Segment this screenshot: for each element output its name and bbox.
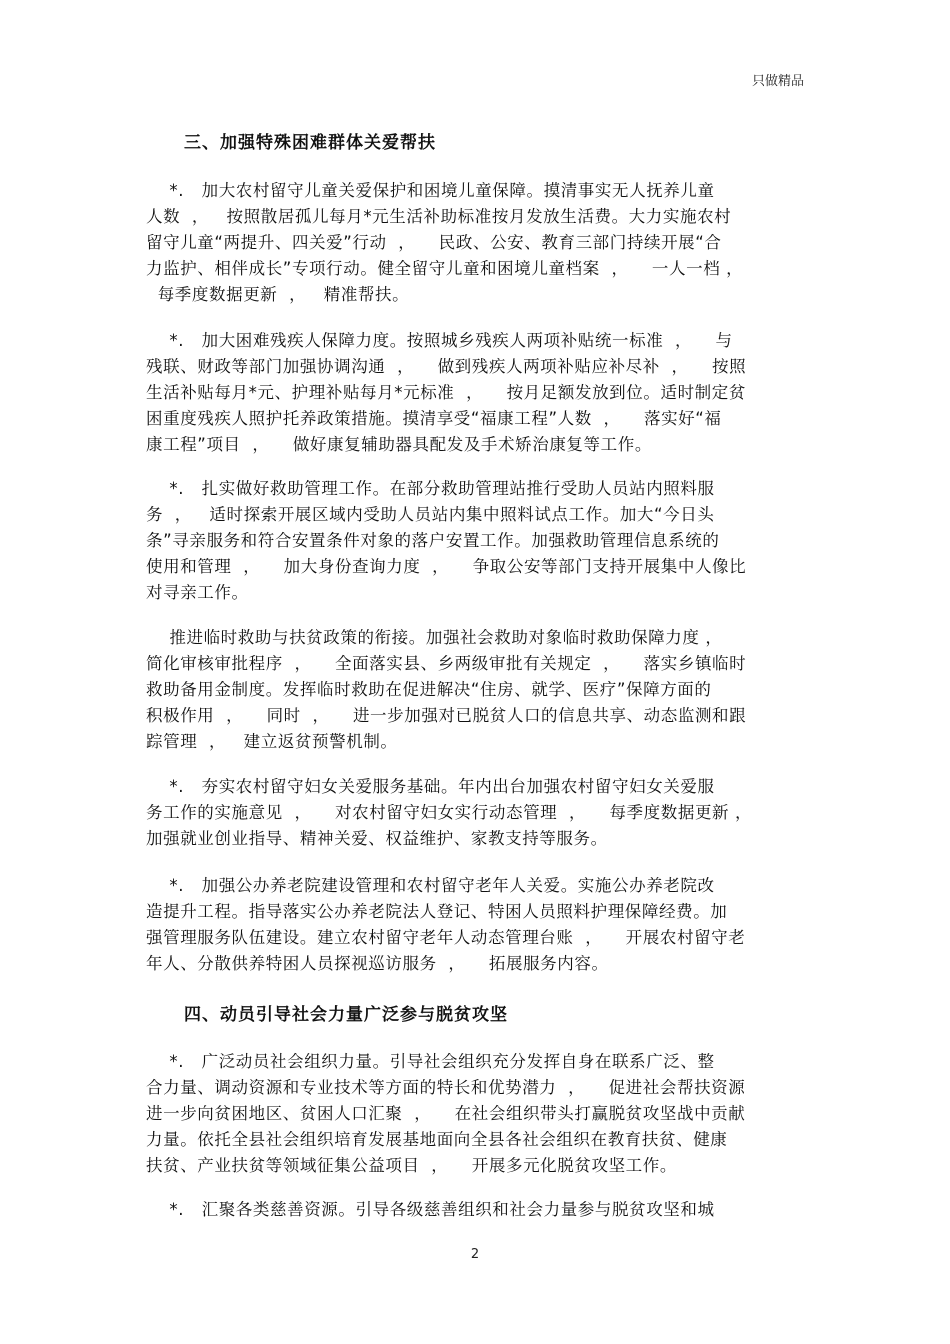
paragraph-line: *. 广泛动员社会组织力量。引导社会组织充分发挥自身在联系广泛、整 <box>146 1052 715 1071</box>
paragraph-line: 留守儿童“两提升、四关爱”行动 ， 民政、公安、教育三部门持续开展“合 <box>146 233 722 252</box>
paragraph-line: 进一步向贫困地区、贫困人口汇聚 ， 在社会组织带头打赢脱贫攻坚战中贡献 <box>146 1104 746 1123</box>
paragraph-line: *. 汇聚各类慈善资源。引导各级慈善组织和社会力量参与脱贫攻坚和城 <box>146 1200 715 1219</box>
paragraph-rescue-management <box>146 476 806 606</box>
paragraph-line: 踪管理 ， 建立返贫预警机制。 <box>146 732 398 751</box>
paragraph-line: 扶贫、产业扶贫等领域征集公益项目 ， 开展多元化脱贫攻坚工作。 <box>146 1156 677 1175</box>
header-note: 只做精品 <box>751 74 804 89</box>
paragraph-line: 每季度数据更新 ， 精准帮扶。 <box>146 285 410 304</box>
paragraph-line: 务 ， 适时探索开展区域内受助人员站内集中照料试点工作。加大“今日头 <box>146 505 715 524</box>
paragraph-line: 残联、财政等部门加强协调沟通 ， 做到残疾人两项补贴应补尽补 ， 按照 <box>146 357 747 376</box>
paragraph-line: 务工作的实施意见 ， 对农村留守妇女实行动态管理 ， 每季度数据更新 ， <box>146 803 753 822</box>
paragraph-line: 使用和管理 ， 加大身份查询力度 ， 争取公安等部门支持开展集中人像比 <box>146 557 747 576</box>
paragraph-line: 条”寻亲服务和符合安置条件对象的落户安置工作。加强救助管理信息系统的 <box>146 531 720 550</box>
paragraph-line: *. 加大农村留守儿童关爱保护和困境儿童保障。摸清事实无人抚养儿童 <box>146 181 715 200</box>
paragraph-line: 人数 ， 按照散居孤儿每月*元生活补助标准按月发放生活费。大力实施农村 <box>146 207 732 226</box>
paragraph-women-care <box>146 774 806 852</box>
paragraph-line: 生活补贴每月*元、护理补贴每月*元标准 ， 按月足额发放到位。适时制定贫 <box>146 383 746 402</box>
paragraph-line: 推进临时救助与扶贫政策的衔接。加强社会救助对象临时救助保障力度 ， <box>146 628 723 647</box>
paragraph-disabled-support <box>146 328 806 458</box>
paragraph-line: 简化审核审批程序 ， 全面落实县、乡两级审批有关规定 ， 落实乡镇临时 <box>146 654 747 673</box>
section-title-4: 四、动员引导社会力量广泛参与脱贫攻坚 <box>184 1005 508 1025</box>
paragraph-line: 困重度残疾人照护托养政策措施。摸清享受“福康工程”人数 ， 落实好“福 <box>146 409 722 428</box>
page-number: 2 <box>470 1247 480 1262</box>
section-title-3: 三、加强特殊困难群体关爱帮扶 <box>184 133 436 153</box>
paragraph-children-protection <box>146 178 806 308</box>
paragraph-line: 年人、分散供养特困人员探视巡访服务 ， 拓展服务内容。 <box>146 954 609 973</box>
paragraph-line: *. 扎实做好救助管理工作。在部分救助管理站推行受助人员站内照料服 <box>146 479 715 498</box>
paragraph-line: *. 加强公办养老院建设管理和农村留守老年人关爱。实施公办养老院改 <box>146 876 715 895</box>
paragraph-charity-resources <box>146 1197 806 1223</box>
paragraph-line: 积极作用 ， 同时 ， 进一步加强对已脱贫人口的信息共享、动态监测和跟 <box>146 706 747 725</box>
paragraph-temporary-assistance <box>146 625 806 755</box>
paragraph-line: 强管理服务队伍建设。建立农村留守老年人动态管理台账 ， 开展农村留守老 <box>146 928 746 947</box>
paragraph-line: 力量。依托全县社会组织培育发展基地面向全县各社会组织在教育扶贫、健康 <box>146 1130 728 1149</box>
paragraph-line: *. 夯实农村留守妇女关爱服务基础。年内出台加强农村留守妇女关爱服 <box>146 777 715 796</box>
paragraph-elderly-care <box>146 873 806 977</box>
paragraph-line: 合力量、调动资源和专业技术等方面的特长和优势潜力 ， 促进社会帮扶资源 <box>146 1078 746 1097</box>
paragraph-line: 康工程”项目 ， 做好康复辅助器具配发及手术矫治康复等工作。 <box>146 435 652 454</box>
paragraph-social-organizations <box>146 1049 806 1179</box>
paragraph-line: 救助备用金制度。发挥临时救助在促进解决“住房、就学、医疗”保障方面的 <box>146 680 712 699</box>
paragraph-line: 力监护、相伴成长”专项行动。健全留守儿童和困境儿童档案 ， 一人一档 ， <box>146 259 744 278</box>
paragraph-line: *. 加大困难残疾人保障力度。按照城乡残疾人两项补贴统一标准 ， 与 <box>146 331 733 350</box>
paragraph-line: 对寻亲工作。 <box>146 583 249 602</box>
paragraph-line: 加强就业创业指导、精神关爱、权益维护、家教支持等服务。 <box>146 829 608 848</box>
paragraph-line: 造提升工程。指导落实公办养老院法人登记、特困人员照料护理保障经费。加 <box>146 902 728 921</box>
